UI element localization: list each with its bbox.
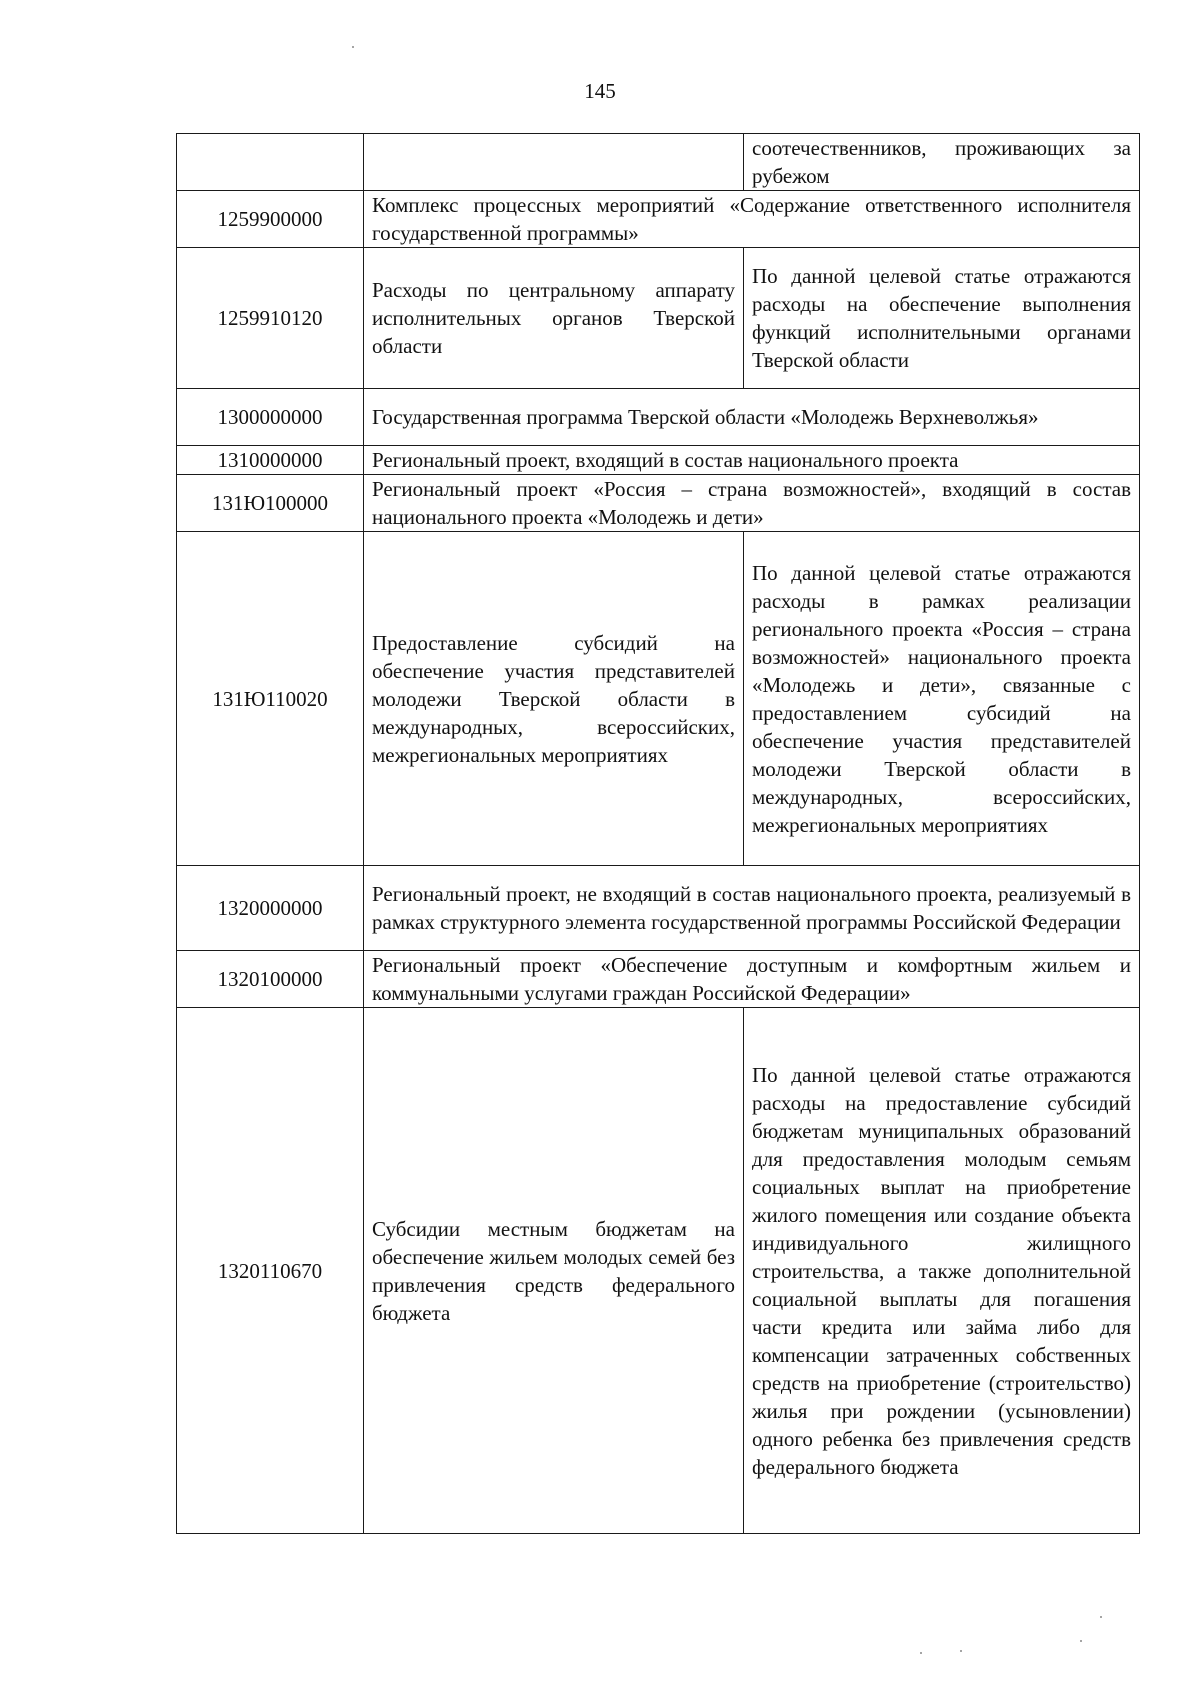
row-name: Субсидии местным бюджетам на обеспечение жильем молодых семей без привлечения средств федерального бюджета bbox=[364, 1008, 744, 1534]
table-row bbox=[177, 191, 1140, 248]
budget-classification-table bbox=[176, 133, 1140, 1534]
table-row bbox=[177, 532, 1140, 866]
row-title: Региональный проект «Россия – страна возможностей», входящий в состав национального проекта «Молодежь и дети» bbox=[364, 475, 1140, 532]
page-number: 145 bbox=[584, 79, 616, 103]
row-title: Региональный проект, входящий в состав национального проекта bbox=[364, 446, 1140, 475]
row-title: Региональный проект, не входящий в состав национального проекта, реализуемый в рамках структурного элемента государственной программы Российской Федерации bbox=[364, 866, 1140, 951]
row-title: Региональный проект «Обеспечение доступным и комфортным жильем и коммунальными услугами граждан Российской Федерации» bbox=[364, 951, 1140, 1008]
row-code bbox=[177, 134, 364, 191]
row-name: Предоставление субсидий на обеспечение участия представителей молодежи Тверской области в международных, всероссийских, межрегиональных мероприятиях bbox=[364, 532, 744, 866]
row-description: По данной целевой статье отражаются расходы на предоставление субсидий бюджетам муниципальных образований для предоставления молодым семьям социальных выплат на приобретение жилого помещения или создание объекта индивидуального жилищного строительства, а также дополнительной социальной выплаты для погашения части кредита или займа либо для компенсации затраченных собственных средств на приобретение (строительство) жилья при рождении (усыновлении) одного ребенка без привлечения средств федерального бюджета bbox=[744, 1008, 1140, 1534]
row-code: 1320000000 bbox=[177, 866, 364, 951]
table-row bbox=[177, 389, 1140, 446]
table-row bbox=[177, 446, 1140, 475]
row-code: 1259900000 bbox=[177, 191, 364, 248]
row-code: 1320110670 bbox=[177, 1008, 364, 1534]
table-row bbox=[177, 134, 1140, 191]
scan-speck bbox=[960, 1650, 962, 1652]
scan-speck bbox=[352, 46, 354, 48]
row-code: 131Ю110020 bbox=[177, 532, 364, 866]
row-title: Комплекс процессных мероприятий «Содержание ответственного исполнителя государственной программы» bbox=[364, 191, 1140, 248]
table-row bbox=[177, 1008, 1140, 1534]
table-row bbox=[177, 475, 1140, 532]
row-code: 1259910120 bbox=[177, 248, 364, 389]
row-description: соотечественников, проживающих за рубежом bbox=[744, 134, 1140, 191]
row-code: 131Ю100000 bbox=[177, 475, 364, 532]
table-row bbox=[177, 248, 1140, 389]
scan-speck bbox=[1080, 1640, 1082, 1642]
row-title: Государственная программа Тверской области «Молодежь Верхневолжья» bbox=[364, 389, 1140, 446]
scan-speck bbox=[1100, 1616, 1102, 1618]
row-name bbox=[364, 134, 744, 191]
row-name: Расходы по центральному аппарату исполнительных органов Тверской области bbox=[364, 248, 744, 389]
table-row bbox=[177, 951, 1140, 1008]
row-code: 1310000000 bbox=[177, 446, 364, 475]
scan-speck bbox=[920, 1652, 922, 1654]
row-code: 1320100000 bbox=[177, 951, 364, 1008]
row-description: По данной целевой статье отражаются расходы на обеспечение выполнения функций исполнительными органами Тверской области bbox=[744, 248, 1140, 389]
row-description: По данной целевой статье отражаются расходы в рамках реализации регионального проекта «Россия – страна возможностей» национального проекта «Молодежь и дети», связанные с предоставлением субсидий на обеспечение участия представителей молодежи Тверской области в международных, всероссийских, межрегиональных мероприятиях bbox=[744, 532, 1140, 866]
row-code: 1300000000 bbox=[177, 389, 364, 446]
table-row bbox=[177, 866, 1140, 951]
